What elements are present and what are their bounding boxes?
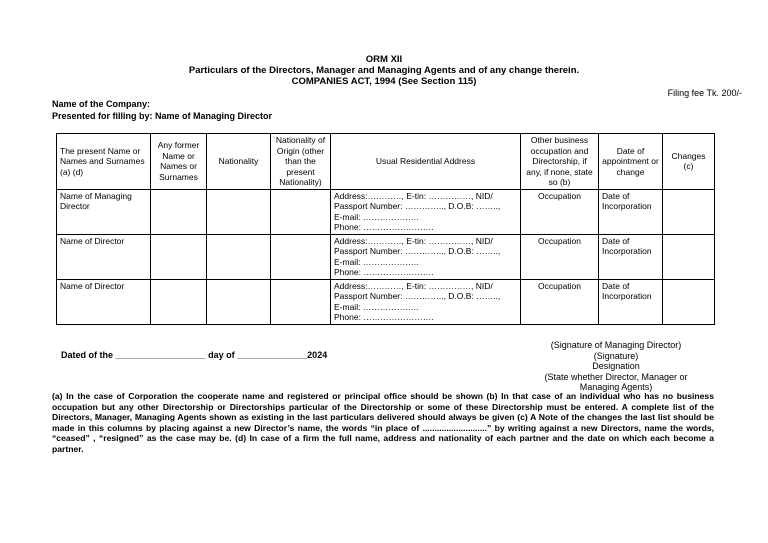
company-name-label: Name of the Company:: [52, 99, 151, 109]
occupation-cell: Occupation: [521, 189, 599, 234]
date-cell: Date of Incorporation: [599, 189, 663, 234]
address-cell: [331, 189, 521, 234]
act-reference: COMPANIES ACT, 1994 (See Section 115): [291, 76, 477, 87]
empty-cell: [271, 189, 331, 234]
occupation-cell: Occupation: [521, 234, 599, 279]
table-row: [57, 189, 715, 234]
column-header: Nationality: [207, 134, 271, 190]
director-name-cell: Name of Director: [57, 234, 151, 279]
empty-cell: [663, 189, 715, 234]
email-line: E-mail: ………………..: [334, 301, 419, 312]
director-name-cell: Name of Managing Director: [57, 189, 151, 234]
phone-line: Phone: …………………….: [334, 267, 434, 277]
state-line: Managing Agents): [579, 382, 653, 392]
empty-cell: [663, 279, 715, 324]
table-row: [57, 234, 715, 279]
address-cell: [331, 279, 521, 324]
empty-cell: [271, 234, 331, 279]
empty-cell: [207, 234, 271, 279]
empty-cell: [151, 189, 207, 234]
column-header: Usual Residential Address: [331, 134, 521, 190]
signature-line: (Signature): [593, 350, 639, 361]
form-title: Particulars of the Directors, Manager and Managing Agents and of any change therein.: [188, 65, 580, 76]
signature-block: [520, 340, 712, 393]
phone-line: Phone: …………………….: [334, 222, 434, 232]
phone-line: Phone: …………………….: [334, 312, 434, 322]
passport-line: Passport Number: ………….., D.O.B: ……..,: [334, 246, 501, 256]
empty-cell: [207, 279, 271, 324]
directors-table: [56, 133, 715, 325]
column-header: Date of appointment or change: [599, 134, 663, 190]
occupation-cell: Occupation: [521, 279, 599, 324]
passport-line: Passport Number: ………….., D.O.B: ……..,: [334, 201, 501, 211]
dated-line: Dated of the __________________ day of ______________2024: [61, 350, 328, 360]
empty-cell: [207, 189, 271, 234]
empty-cell: [271, 279, 331, 324]
column-header: Other business occupation and Directorship, if any, if none, state so (b): [521, 134, 599, 190]
email-line: E-mail: ………………..: [334, 211, 419, 222]
column-header: The present Name or Names and Surnames (a) (d): [57, 134, 151, 190]
form-number: ORM XII: [365, 54, 403, 65]
passport-line: Passport Number: ………….., D.O.B: ……..,: [334, 291, 501, 301]
state-line: (State whether Director, Manager or: [544, 371, 688, 382]
presented-by-label: Presented for filling by: Name of Managing Director: [52, 111, 273, 121]
date-cell: Date of Incorporation: [599, 279, 663, 324]
address-cell: [331, 234, 521, 279]
date-cell: Date of Incorporation: [599, 234, 663, 279]
column-header: Nationality of Origin (other than the present Nationality): [271, 134, 331, 190]
column-header: Any former Name or Names or Surnames: [151, 134, 207, 190]
filing-fee: Filing fee Tk. 200/-: [667, 88, 742, 98]
email-line: E-mail: ………………..: [334, 256, 419, 267]
table-header-row: [57, 134, 715, 190]
table-row: [57, 279, 715, 324]
address-line: Address:…………, E-tin: ……………, NID/: [334, 280, 493, 291]
empty-cell: [663, 234, 715, 279]
address-line: Address:…………, E-tin: ……………, NID/: [334, 235, 493, 246]
empty-cell: [151, 234, 207, 279]
director-name-cell: Name of Director: [57, 279, 151, 324]
empty-cell: [151, 279, 207, 324]
footnotes: (a) In the case of Corporation the cooperate name and registered or principal office should be shown (b) In that case of an individual who has no business occupation but any other Directorship or Directorships particular of the Directorship or some of these Directorship must be entered. A complete list of the Directors, Manager, Managing Agents shown as existing in the last particulars delivered should always be given (c) A Note of the changes the last list should be made in this columns by placing against a new Director’s name, the words “in place of ...........................” by writing against a new Directors, name the words, “ceased” , “resigned” as the case may be. (d) In case of a firm the full name, address and nationality of each partner and the date on which each become a partner.: [52, 391, 714, 454]
address-line: Address:…………, E-tin: ……………, NID/: [334, 190, 493, 201]
column-header: Changes (c): [663, 134, 715, 190]
signature-line: (Signature of Managing Director): [550, 340, 682, 350]
designation-line: Designation: [592, 361, 640, 371]
